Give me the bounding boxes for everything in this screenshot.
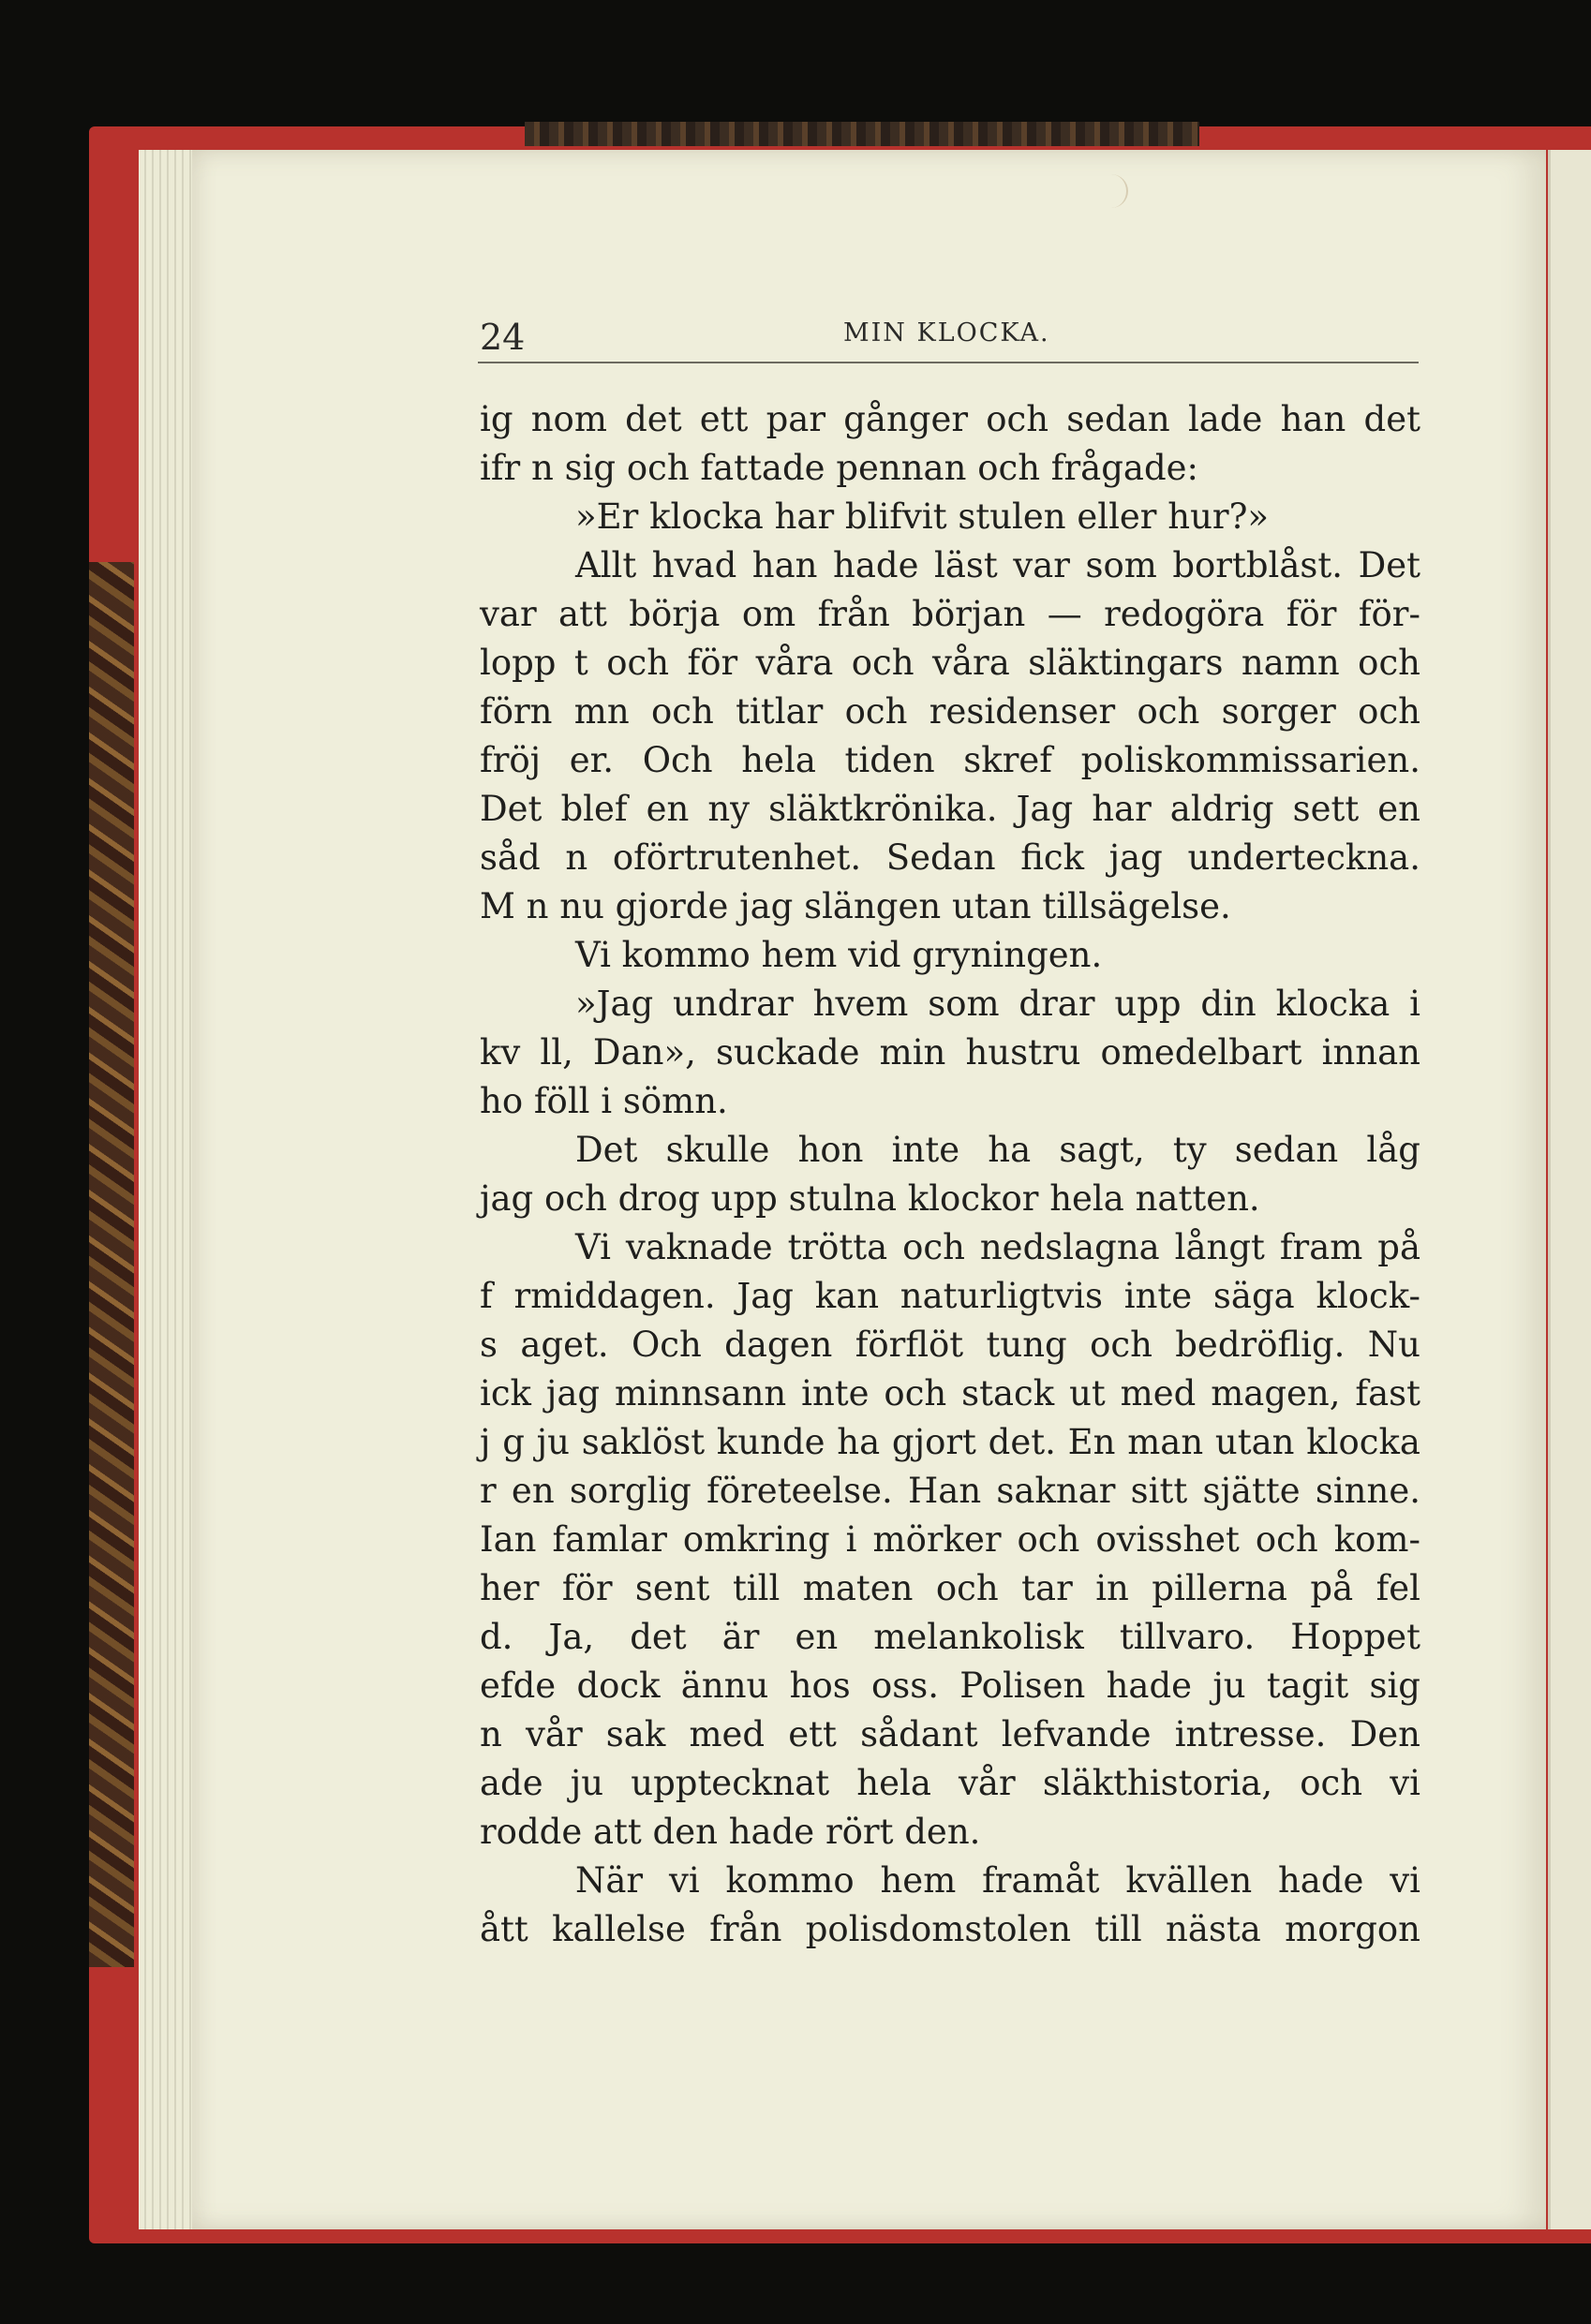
text-line: ick jag minnsann inte och stack ut med magen, fast [480,1373,1420,1414]
text-line: »Er klocka har blifvit stulen eller hur?» [575,496,1270,537]
text-line: her för sent till maten och tar in pillerna på fel [480,1568,1420,1608]
text-line: ho föll i sömn. [480,1081,728,1121]
text-line: efde dock ännu hos oss. Polisen hade ju tagit sig [480,1665,1420,1706]
text-line: rodde att den hade rört den. [480,1812,981,1852]
header-rule [478,362,1419,363]
text-line: d. Ja, det är en melankolisk tillvaro. Hoppet [480,1617,1420,1657]
text-line: s aget. Och dagen förflöt tung och bedröflig. Nu [480,1325,1420,1365]
text-line: lopp t och för våra och våra släktingars namn och [480,643,1420,683]
marbled-cover-edge [89,562,134,1967]
text-line: Det skulle hon inte ha sagt, ty sedan låg [575,1130,1420,1170]
text-line: f rmiddagen. Jag kan naturligtvis inte säga klock- [480,1276,1420,1316]
text-line: r en sorglig företeelse. Han saknar sitt sjätte sinne. [480,1471,1420,1511]
text-line: ifr n sig och fattade pennan och frågade: [480,448,1199,488]
text-line: Allt hvad han hade läst var som bortblåst. Det [575,545,1420,585]
facing-page [1548,150,1591,2229]
text-line: förn mn och titlar och residenser och sorger och [480,691,1420,732]
text-line: kv ll, Dan», suckade min hustru omedelbart innan [480,1032,1420,1073]
text-line: M n nu gjorde jag slängen utan tillsägelse. [480,886,1231,926]
text-line: såd n oförtrutenhet. Sedan fick jag underteckna. [480,837,1420,878]
text-line: ått kallelse från polisdomstolen till nästa morgon [480,1909,1420,1949]
text-line: »Jag undrar hvem som drar upp din klocka i [575,984,1420,1024]
text-line: Det blef en ny släktkrönika. Jag har aldrig sett en [480,789,1420,829]
text-line: var att börja om från början — redogöra för för- [480,594,1420,634]
text-line: ig nom det ett par gånger och sedan lade han det [480,399,1420,439]
text-line: När vi kommo hem framåt kvällen hade vi [575,1860,1420,1901]
text-line: jag och drog upp stulna klockor hela natten. [480,1178,1260,1219]
text-line: j g ju saklöst kunde ha gjort det. En man utan klocka [480,1422,1420,1462]
text-line: fröj er. Och hela tiden skref poliskommissarien. [480,740,1420,780]
body-text [480,395,1420,1954]
running-head: MIN KLOCKA. [843,318,1050,348]
text-line: n vår sak med ett sådant lefvande intresse. Den [480,1714,1420,1754]
text-line: Ian famlar omkring i mörker och ovisshet och kom- [480,1519,1420,1560]
text-line: ade ju upptecknat hela vår släkthistoria, och vi [480,1763,1420,1803]
page-number: 24 [480,317,526,358]
headband [525,122,1199,146]
text-line: Vi kommo hem vid gryningen. [575,935,1103,975]
text-line: Vi vaknade trötta och nedslagna långt fram på [575,1227,1420,1267]
